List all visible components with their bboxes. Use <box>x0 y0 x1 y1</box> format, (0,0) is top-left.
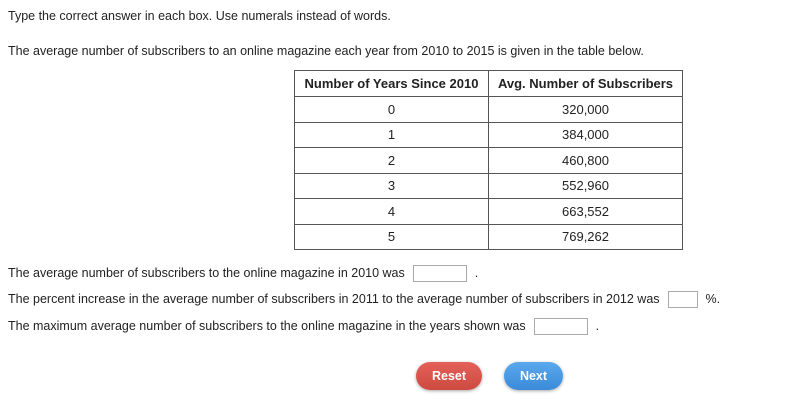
cell-subscribers: 460,800 <box>489 148 683 174</box>
table-row <box>295 199 683 225</box>
question-1-suffix: . <box>474 265 479 280</box>
cell-subscribers: 663,552 <box>489 199 683 225</box>
question-3 <box>8 318 599 335</box>
cell-years: 2 <box>295 148 489 174</box>
table-row <box>295 224 683 250</box>
reset-button[interactable]: Reset <box>416 362 482 390</box>
question-2-suffix: %. <box>705 291 721 306</box>
intro-text: The average number of subscribers to an online magazine each year from 2010 to 2015 is given in the table below. <box>8 44 644 58</box>
answer-2-input[interactable] <box>668 291 698 308</box>
question-3-text: The maximum average number of subscribers to the online magazine in the years shown was <box>8 318 526 333</box>
next-button[interactable]: Next <box>504 362 563 390</box>
table-row <box>295 173 683 199</box>
col-header-years: Number of Years Since 2010 <box>295 71 489 97</box>
question-2 <box>8 291 720 308</box>
question-2-text: The percent increase in the average number of subscribers in 2011 to the average number of subscribers in 2012 was <box>8 291 660 306</box>
cell-years: 4 <box>295 199 489 225</box>
table-row <box>295 97 683 123</box>
cell-subscribers: 320,000 <box>489 97 683 123</box>
table-row <box>295 148 683 174</box>
cell-subscribers: 552,960 <box>489 173 683 199</box>
cell-years: 3 <box>295 173 489 199</box>
question-1-text: The average number of subscribers to the online magazine in 2010 was <box>8 265 405 280</box>
question-1 <box>8 265 478 282</box>
answer-3-input[interactable] <box>534 318 588 335</box>
answer-1-input[interactable] <box>413 265 467 282</box>
question-3-suffix: . <box>595 318 600 333</box>
table-row <box>295 122 683 148</box>
cell-subscribers: 384,000 <box>489 122 683 148</box>
subscribers-table <box>294 70 683 250</box>
col-header-subscribers: Avg. Number of Subscribers <box>489 71 683 97</box>
cell-years: 1 <box>295 122 489 148</box>
cell-years: 5 <box>295 224 489 250</box>
instructions-text: Type the correct answer in each box. Use numerals instead of words. <box>8 9 391 23</box>
cell-years: 0 <box>295 97 489 123</box>
cell-subscribers: 769,262 <box>489 224 683 250</box>
table-header-row <box>295 71 683 97</box>
